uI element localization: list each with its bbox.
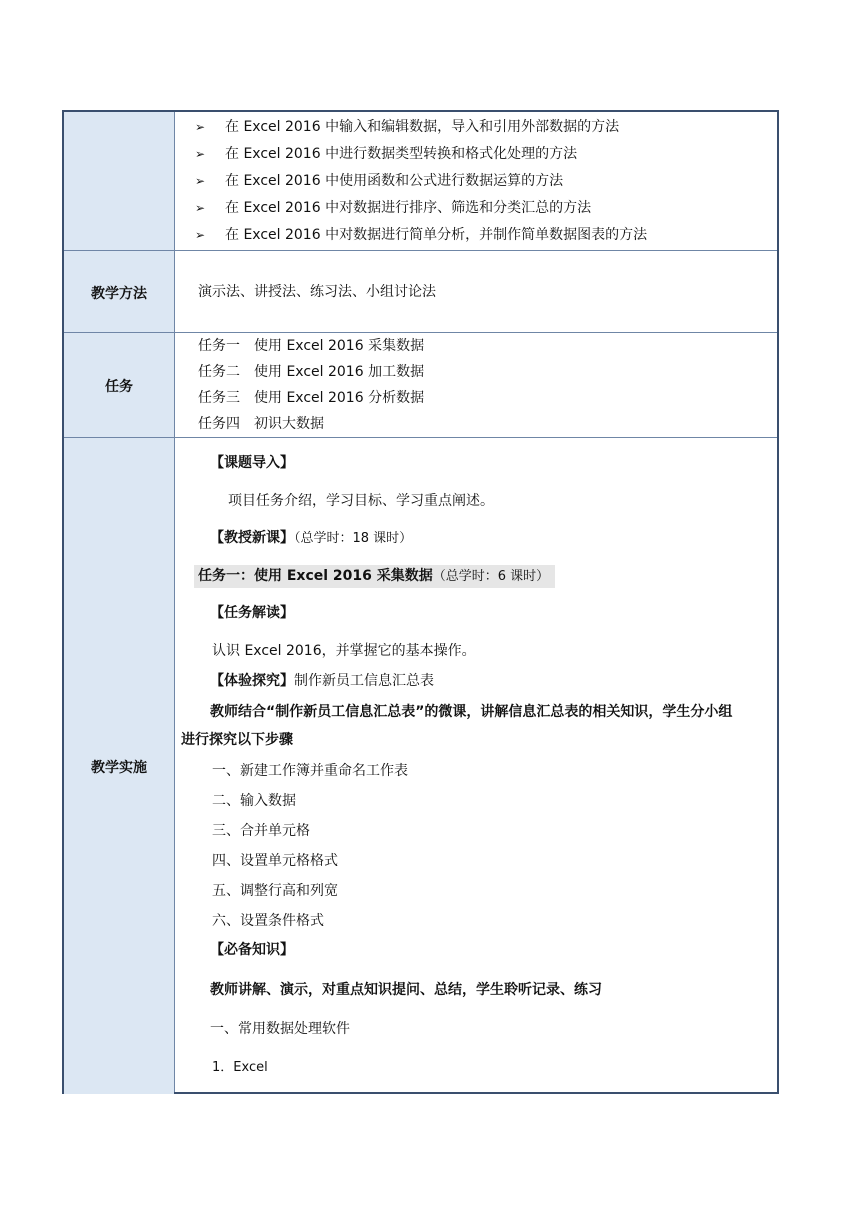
methods-label: 教学方法 bbox=[91, 286, 147, 302]
knowledge-heading: 【必备知识】 bbox=[210, 942, 294, 958]
task1-title-line bbox=[194, 565, 555, 588]
objective-item: 在 Excel 2016 中对数据进行简单分析，并制作简单数据图表的方法 bbox=[225, 227, 648, 243]
step-item: 一、新建工作簿并重命名工作表 bbox=[212, 763, 408, 779]
row-divider bbox=[64, 250, 777, 251]
task-item: 任务三 使用 Excel 2016 分析数据 bbox=[198, 390, 425, 406]
implementation-label: 教学实施 bbox=[91, 760, 147, 776]
bullet-arrow-icon: ➢ bbox=[195, 174, 206, 188]
reading-text: 认识 Excel 2016，并掌握它的基本操作。 bbox=[212, 643, 476, 659]
knowledge-item: 1．Excel bbox=[212, 1060, 268, 1075]
intro-text: 项目任务介绍，学习目标、学习重点阐述。 bbox=[228, 493, 494, 509]
step-item: 三、合并单元格 bbox=[212, 823, 310, 839]
intro-heading: 【课题导入】 bbox=[210, 455, 294, 471]
explore-line bbox=[210, 672, 434, 690]
new-lesson-heading: 【教授新课】 bbox=[210, 530, 294, 546]
explore-title: 制作新员工信息汇总表 bbox=[294, 673, 434, 689]
objective-item: 在 Excel 2016 中输入和编辑数据，导入和引用外部数据的方法 bbox=[225, 119, 620, 135]
explore-desc-line1: 教师结合“制作新员工信息汇总表”的微课，讲解信息汇总表的相关知识，学生分小组 bbox=[210, 704, 733, 720]
step-item: 四、设置单元格格式 bbox=[212, 853, 338, 869]
objective-item: 在 Excel 2016 中进行数据类型转换和格式化处理的方法 bbox=[225, 146, 578, 162]
methods-text: 演示法、讲授法、练习法、小组讨论法 bbox=[198, 284, 436, 300]
task-item: 任务一 使用 Excel 2016 采集数据 bbox=[198, 338, 425, 354]
reading-heading: 【任务解读】 bbox=[210, 605, 294, 621]
task1-hours: （总学时：6 课时） bbox=[432, 569, 550, 584]
bullet-arrow-icon: ➢ bbox=[195, 201, 206, 215]
tasks-label: 任务 bbox=[105, 379, 133, 395]
column-divider bbox=[174, 112, 175, 1092]
explore-heading: 【体验探究】 bbox=[210, 673, 294, 689]
task1-title: 任务一：使用 Excel 2016 采集数据 bbox=[198, 568, 433, 584]
explore-desc-line2: 进行探究以下步骤 bbox=[181, 732, 293, 748]
objective-item: 在 Excel 2016 中对数据进行排序、筛选和分类汇总的方法 bbox=[225, 200, 592, 216]
row-divider bbox=[64, 437, 777, 438]
step-item: 六、设置条件格式 bbox=[212, 913, 324, 929]
step-item: 二、输入数据 bbox=[212, 793, 296, 809]
step-item: 五、调整行高和列宽 bbox=[212, 883, 338, 899]
row-divider bbox=[64, 332, 777, 333]
lesson-plan-table bbox=[62, 110, 779, 1094]
new-lesson-line bbox=[210, 529, 412, 548]
bullet-arrow-icon: ➢ bbox=[195, 147, 206, 161]
objective-item: 在 Excel 2016 中使用函数和公式进行数据运算的方法 bbox=[225, 173, 564, 189]
label-cell-objectives bbox=[64, 112, 174, 250]
bullet-arrow-icon: ➢ bbox=[195, 120, 206, 134]
knowledge-section: 一、常用数据处理软件 bbox=[210, 1021, 350, 1037]
task-item: 任务四 初识大数据 bbox=[198, 416, 324, 432]
bullet-arrow-icon: ➢ bbox=[195, 228, 206, 242]
knowledge-desc: 教师讲解、演示，对重点知识提问、总结，学生聆听记录、练习 bbox=[210, 982, 602, 998]
new-lesson-hours: （总学时：18 课时） bbox=[294, 531, 413, 546]
task-item: 任务二 使用 Excel 2016 加工数据 bbox=[198, 364, 425, 380]
